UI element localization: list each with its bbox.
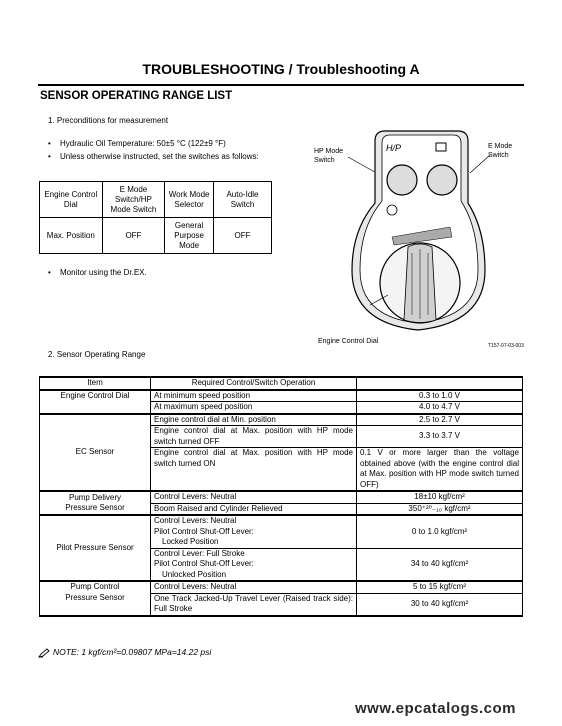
sensor-range-heading: 2. Sensor Operating Range (48, 350, 146, 359)
op-cell: Boom Raised and Cylinder Relieved (151, 503, 357, 515)
op-line: Pilot Control Shut-Off Lever: (154, 559, 254, 568)
watermark: www.epcatalogs.com (355, 700, 516, 717)
op-cell: At minimum speed position (151, 390, 357, 402)
value-cell: 2.5 to 2.7 V (357, 414, 523, 426)
item-pump-delivery (40, 491, 151, 515)
cond-value-mode-switch: OFF (102, 218, 165, 254)
value-cell: 5 to 15 kgf/cm² (357, 581, 523, 593)
value-cell: 0.1 V or more larger than the voltage obtained above (with the engine control dial at Max. position with HP mode switch turned OFF) (357, 448, 523, 492)
op-cell: At maximum speed position (151, 402, 357, 414)
item-ec-sensor: EC Sensor (40, 414, 151, 492)
cond-value-auto-idle: OFF (213, 218, 271, 254)
table-row (40, 414, 523, 426)
table-row (40, 390, 523, 402)
cond-value-engine-dial: Max. Position (40, 218, 103, 254)
sensor-range-table (39, 376, 523, 617)
value-cell: 34 to 40 kgf/cm² (357, 548, 523, 581)
item-pump-control (40, 581, 151, 616)
value-cell: 350⁺²⁰₋₁₀ kgf/cm² (357, 503, 523, 515)
header-item: Item (40, 377, 151, 390)
op-cell: Engine control dial at Max. position with HP mode switch turned OFF (151, 426, 357, 448)
item-pilot-pressure: Pilot Pressure Sensor (40, 515, 151, 581)
item-engine-dial: Engine Control Dial (40, 390, 151, 414)
op-cell: Engine control dial at Max. position with HP mode switch turned ON (151, 448, 357, 492)
value-cell: 0.3 to 1.0 V (357, 390, 523, 402)
op-cell: Control Levers: Neutral (151, 581, 357, 593)
op-line: Control Levers: Neutral (154, 516, 237, 525)
cond-header-engine-dial: Engine Control Dial (40, 182, 103, 218)
op-line: Locked Position (162, 537, 219, 546)
cond-value-work-mode: General Purpose Mode (165, 218, 214, 254)
switch-settings-table (39, 181, 272, 254)
cond-header-work-mode: Work Mode Selector (165, 182, 214, 218)
table-row (40, 515, 523, 548)
table-row (40, 491, 523, 503)
op-cell (151, 548, 357, 581)
bullet-switch-instructions (48, 151, 278, 162)
bullet-monitor (48, 268, 147, 277)
table-row (40, 581, 523, 593)
value-cell: 4.0 to 4.7 V (357, 402, 523, 414)
engine-dial-label: Engine Control Dial (318, 338, 379, 345)
op-cell: Control Levers: Neutral (151, 491, 357, 503)
title-divider (38, 84, 524, 86)
hp-mode-label-line1: HP Mode (314, 148, 344, 155)
pencil-note-icon (38, 648, 50, 658)
op-line: Pilot Control Shut-Off Lever: (154, 526, 254, 536)
header-value (357, 377, 523, 390)
bullet-hydraulic-oil-temp-text: Hydraulic Oil Temperature: 50±5 °C (122±9 °F) (60, 139, 226, 148)
section-title: SENSOR OPERATING RANGE LIST (40, 90, 233, 102)
bullet-hydraulic-oil-temp (48, 139, 226, 148)
op-line: Control Lever: Full Stroke (154, 548, 245, 558)
preconditions-heading: 1. Preconditions for measurement (48, 116, 169, 125)
value-cell: 30 to 40 kgf/cm² (357, 593, 523, 616)
item-pump-control-line2: Pressure Sensor (65, 592, 125, 602)
op-cell (151, 515, 357, 548)
item-pump-delivery-line1: Pump Delivery (68, 492, 121, 502)
item-pump-delivery-line2: Pressure Sensor (65, 503, 125, 512)
cond-header-auto-idle: Auto-Idle Switch (213, 182, 271, 218)
note (38, 647, 211, 658)
hp-mode-switch (387, 165, 417, 195)
value-cell: 18±10 kgf/cm² (357, 491, 523, 503)
e-mode-label-line1: E Mode (488, 143, 513, 150)
op-cell: One Track Jacked-Up Travel Lever (Raised track side): Full Stroke (151, 593, 357, 616)
e-mode-label-line2: Switch (488, 152, 509, 159)
op-cell: Engine control dial at Min. position (151, 414, 357, 426)
switch-panel-diagram (300, 125, 530, 350)
cond-header-mode-switch: E Mode Switch/HP Mode Switch (102, 182, 165, 218)
note-text: NOTE: 1 kgf/cm²=0.09807 MPa=14.22 psi (53, 647, 212, 657)
hp-glyph-icon: H/P (386, 143, 402, 153)
value-cell: 3.3 to 3.7 V (357, 426, 523, 448)
hp-mode-label-line2: Switch (314, 157, 335, 164)
figure-code: T157-07-03-003 (488, 343, 524, 349)
e-mode-switch (427, 165, 457, 195)
bullet-monitor-text: Monitor using the Dr.EX. (60, 268, 147, 277)
value-cell: 0 to 1.0 kgf/cm² (357, 515, 523, 548)
item-pump-control-line1: Pump Control (70, 582, 120, 591)
op-line: Unlocked Position (162, 569, 227, 579)
e-leader-line (470, 155, 490, 173)
header-operation: Required Control/Switch Operation (151, 377, 357, 390)
table-header-row (40, 377, 523, 390)
bullet-switch-instructions-text: Unless otherwise instructed, set the switches as follows: (60, 152, 259, 161)
page-title: TROUBLESHOOTING / Troubleshooting A (142, 61, 420, 77)
